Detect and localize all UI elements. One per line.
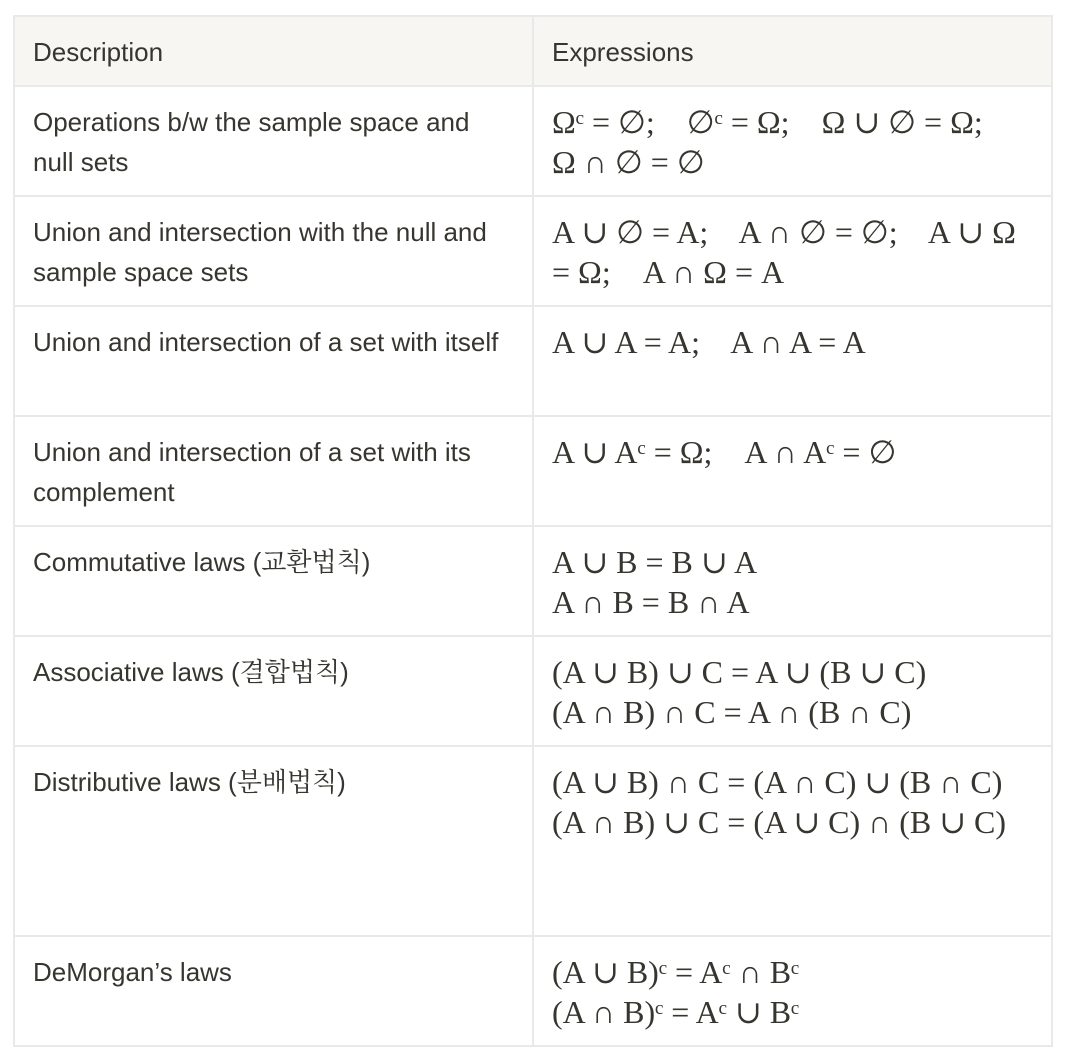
expression-line: (A ∪ B) ∩ C = (A ∩ C) ∪ (B ∩ C) — [552, 764, 1003, 800]
expression-line: (A ∩ B) ∩ C = A ∩ (B ∩ C) — [552, 694, 912, 730]
row-expression — [533, 526, 1052, 636]
table-row — [14, 306, 1052, 416]
row-description: Operations b/w the sample space and null sets — [14, 86, 533, 196]
expression-line: Ωᶜ = ∅; ∅ᶜ = Ω; Ω ∪ ∅ = Ω; Ω ∩ ∅ = ∅ — [552, 104, 1015, 180]
row-expression — [533, 306, 1052, 416]
row-description: Distributive laws (분배법칙) — [14, 746, 533, 936]
expression-line: A ∩ B = B ∩ A — [552, 584, 750, 620]
row-description: Union and intersection of a set with its complement — [14, 416, 533, 526]
table-row — [14, 416, 1052, 526]
table-row — [14, 196, 1052, 306]
expression-line: (A ∩ B) ∪ C = (A ∪ C) ∩ (B ∪ C) — [552, 804, 1007, 840]
row-description: Union and intersection with the null and sample space sets — [14, 196, 533, 306]
row-expression — [533, 936, 1052, 1046]
row-expression — [533, 636, 1052, 746]
table-row — [14, 526, 1052, 636]
row-expression — [533, 746, 1052, 936]
row-expression — [533, 86, 1052, 196]
expression-line: A ∪ A = A; A ∩ A = A — [552, 324, 866, 360]
expression-line: A ∪ ∅ = A; A ∩ ∅ = ∅; A ∪ Ω = Ω; A ∩ Ω = A — [552, 214, 1024, 290]
table-row — [14, 636, 1052, 746]
expression-line: A ∪ B = B ∪ A — [552, 544, 758, 580]
expression-line: A ∪ Aᶜ = Ω; A ∩ Aᶜ = ∅ — [552, 434, 897, 470]
expression-line: (A ∪ B) ∪ C = A ∪ (B ∪ C) — [552, 654, 927, 690]
table-row — [14, 86, 1052, 196]
header-description: Description — [14, 16, 533, 86]
table-row — [14, 746, 1052, 936]
expression-line: (A ∪ B)ᶜ = Aᶜ ∩ Bᶜ — [552, 954, 800, 990]
row-expression — [533, 196, 1052, 306]
expression-line: (A ∩ B)ᶜ = Aᶜ ∪ Bᶜ — [552, 994, 800, 1030]
row-description: Union and intersection of a set with itself — [14, 306, 533, 416]
header-expressions: Expressions — [533, 16, 1052, 86]
row-description: DeMorgan’s laws — [14, 936, 533, 1046]
set-identities-table — [13, 15, 1053, 1047]
row-expression — [533, 416, 1052, 526]
table-row — [14, 936, 1052, 1046]
row-description: Commutative laws (교환법칙) — [14, 526, 533, 636]
table-header-row — [14, 16, 1052, 86]
row-description: Associative laws (결합법칙) — [14, 636, 533, 746]
